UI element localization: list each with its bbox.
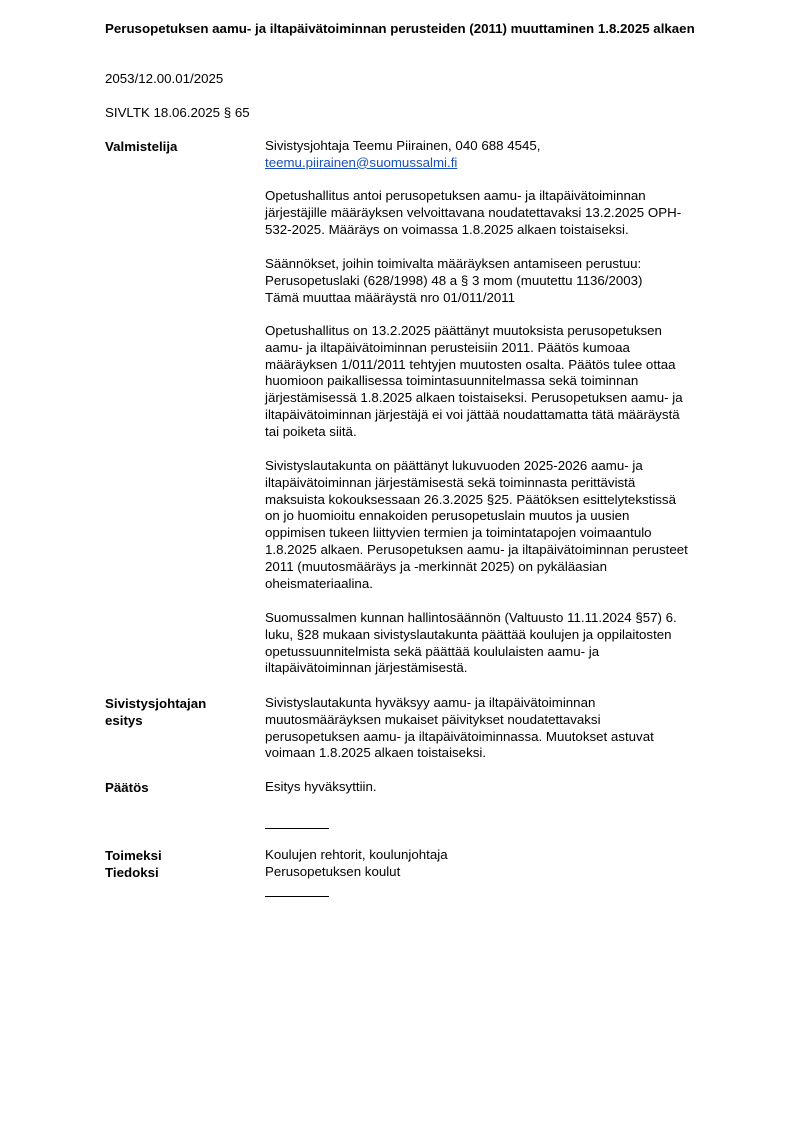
paragraph-line: opetussuunnitelmista sekä päättää koululaisten aamu- ja: [265, 643, 600, 659]
esitys-line: muutosmääräyksen mukaiset päivitykset noudatettavaksi: [265, 711, 601, 727]
case-number: 2053/12.00.01/2025: [105, 71, 224, 86]
tiedoksi-label: Tiedoksi: [105, 865, 159, 880]
paragraph-line: järjestäjille määräyksen velvoittavana noudatettavaksi 13.2.2025 OPH-: [265, 204, 682, 220]
paragraph-line: on jo huomioitu ennakoiden perusopetuslain muutos ja uusien: [265, 508, 630, 524]
separator-line: [265, 828, 329, 829]
paragraph-line: iltapäivätoiminnan järjestämisestä sekä toiminnasta perittävistä: [265, 474, 636, 490]
esitys-label-line: esitys: [105, 713, 143, 728]
valmistelija-label: Valmistelija: [105, 139, 178, 154]
paragraph-line: oheismateriaalina.: [265, 575, 373, 591]
paragraph-line: Säännökset, joihin toimivalta määräyksen antamiseen perustuu:: [265, 256, 642, 271]
paragraph-line: iltapäivätoiminnan järjestäjä ei voi jättää noudattamatta tätä määräystä: [265, 406, 680, 422]
paragraph-line: Opetushallitus antoi perusopetuksen aamu- ja iltapäivätoiminnan: [265, 188, 646, 203]
esitys-line: perusopetuksen aamu- ja iltapäivätoiminnassa. Muutokset astuvat: [265, 728, 654, 744]
paragraph-line: huomioon paikallisessa toimintasuunnitelmassa sekä toiminnan: [265, 373, 639, 389]
paragraph-line: Opetushallitus on 13.2.2025 päättänyt muutoksista perusopetuksen: [265, 323, 662, 338]
paragraph-line: Suomussalmen kunnan hallintosäännön (Valtuusto 11.11.2024 §57) 6.: [265, 610, 677, 625]
document-title: Perusopetuksen aamu- ja iltapäivätoiminnan perusteiden (2011) muuttaminen 1.8.2025 alkaen: [105, 21, 695, 36]
toimeksi-text: Koulujen rehtorit, koulunjohtaja: [265, 847, 448, 862]
preparer-contact-line: Sivistysjohtaja Teemu Piirainen, 040 688 4545,: [265, 138, 541, 153]
esitys-line: Sivistyslautakunta hyväksyy aamu- ja iltapäivätoiminnan: [265, 695, 596, 710]
preparer-email-link[interactable]: teemu.piirainen@suomussalmi.fi: [265, 154, 458, 170]
toimeksi-label: Toimeksi: [105, 848, 162, 863]
paragraph-5: [265, 610, 735, 677]
valmistelija-content: [265, 138, 735, 172]
paragraph-line: Sivistyslautakunta on päättänyt lukuvuoden 2025-2026 aamu- ja: [265, 458, 643, 473]
paragraph-line: määräyksen 1/011/2011 tehtyjen muutosten osalta. Päätös tulee ottaa: [265, 356, 676, 372]
paatos-label: Päätös: [105, 780, 149, 795]
paragraph-4: [265, 458, 735, 592]
preparer-contact: [265, 138, 735, 172]
esitys-content: [265, 695, 735, 762]
paragraph-line: 2011 (muutosmääräys ja -merkinnät 2025) on pykäläasian: [265, 558, 607, 574]
paragraph-line: järjestämisessä 1.8.2025 alkaen toistaiseksi. Perusopetuksen aamu- ja: [265, 390, 683, 406]
paragraph-line: aamu- ja iltapäivätoiminnan perusteisiin 2011. Päätös kumoaa: [265, 339, 630, 355]
paragraph-3: [265, 323, 735, 441]
paragraph-1: [265, 188, 735, 238]
paragraph-line: Tämä muuttaa määräystä nro 01/011/2011: [265, 289, 516, 305]
paragraph-2: [265, 256, 735, 306]
meeting-reference: SIVLTK 18.06.2025 § 65: [105, 105, 250, 120]
esitys-line: voimaan 1.8.2025 alkaen toistaiseksi.: [265, 745, 487, 761]
paragraph-line: iltapäivätoiminnan järjestämisestä.: [265, 660, 468, 676]
paragraph-line: maksuista kokouksessaan 26.3.2025 §25. Päätöksen esittelytekstissä: [265, 491, 676, 507]
paragraph-line: luku, §28 mukaan sivistyslautakunta päättää koulujen ja oppilaitosten: [265, 626, 672, 642]
paragraph-line: Perusopetuslaki (628/1998) 48 a § 3 mom (muutettu 1136/2003): [265, 272, 643, 288]
paragraph-line: 1.8.2025 alkaen. Perusopetuksen aamu- ja iltapäivätoiminnan perusteet: [265, 541, 688, 557]
tiedoksi-text: Perusopetuksen koulut: [265, 864, 401, 879]
paatos-text: Esitys hyväksyttiin.: [265, 779, 377, 794]
separator-line: [265, 896, 329, 897]
paragraph-line: oppimisen tukeen liittyvien termien ja toimintatapojen voimaantulo: [265, 525, 652, 541]
esitys-label-line: Sivistysjohtajan: [105, 696, 207, 711]
esitys-label: [105, 695, 255, 729]
paragraph-line: 532-2025. Määräys on voimassa 1.8.2025 alkaen toistaiseksi.: [265, 221, 629, 237]
paragraph-line: tai poiketa siitä.: [265, 423, 357, 439]
